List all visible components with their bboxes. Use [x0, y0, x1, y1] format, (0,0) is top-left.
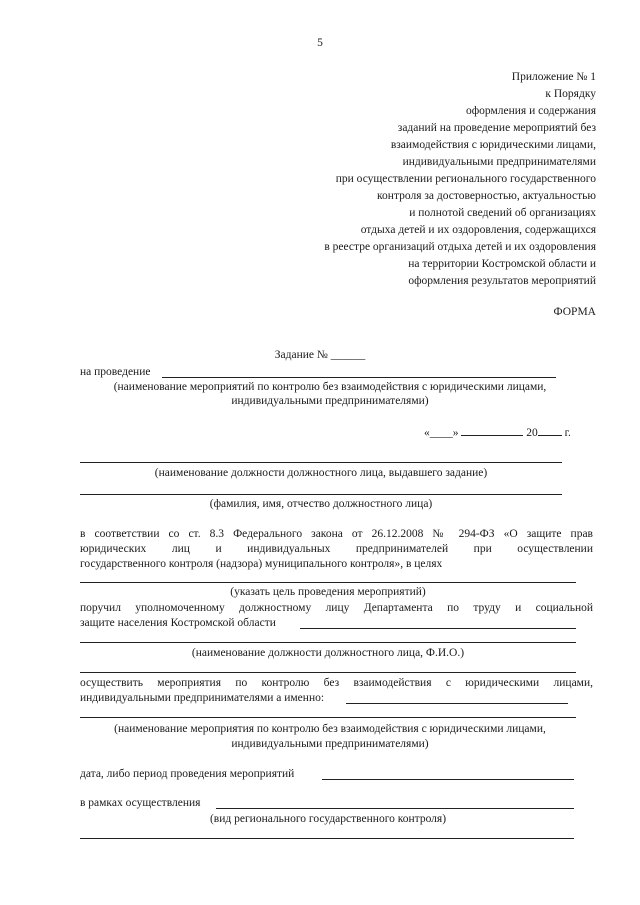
date-day[interactable]: «____» — [424, 427, 459, 439]
conduct-field[interactable] — [346, 703, 568, 704]
goal-field[interactable] — [80, 582, 576, 583]
date-year-prefix: 20 — [526, 427, 538, 439]
appendix-line-4: заданий на проведение мероприятий без — [397, 122, 596, 134]
appendix-line-9: и полнотой сведений об организациях — [409, 207, 596, 219]
on-conduct-field[interactable] — [162, 377, 556, 378]
appendix-line-5: взаимодействия с юридическими лицами, — [390, 139, 596, 151]
appendix-line-2: к Порядку — [545, 88, 596, 100]
assigned-field-2[interactable] — [80, 642, 576, 643]
date-suffix: г. — [564, 427, 571, 439]
date-row — [424, 425, 571, 440]
appendix-line-8: контроля за достоверностью, актуальностью — [377, 190, 596, 202]
appendix-line-12: на территории Костромской области и — [408, 258, 596, 270]
fio-field[interactable] — [80, 494, 562, 495]
appendix-line-3: оформления и содержания — [465, 105, 596, 117]
task-title: Задание № ______ — [274, 349, 366, 361]
caption-event-2: индивидуальными предпринимателями) — [231, 738, 429, 750]
appendix-line-13: оформления результатов мероприятий — [408, 275, 596, 287]
within-field[interactable] — [216, 808, 574, 809]
law-line-2: юридических лиц и индивидуальных предпринимателей при осуществлении — [80, 543, 593, 555]
form-label: ФОРМА — [553, 306, 596, 318]
law-line-3: государственного контроля (надзора) муниципального контроля», в целях — [80, 558, 443, 570]
conduct-line-2: индивидуальными предпринимателями а именно: — [80, 692, 325, 704]
caption-control-type: (вид регионального государственного контроля) — [209, 813, 447, 825]
assigned-line-1: поручил уполномоченному должностному лицу Департамента по труду и социальной — [80, 602, 593, 614]
page-number: 5 — [317, 37, 323, 49]
appendix-line-11: в реестре организаций отдыха детей и их оздоровления — [324, 241, 596, 253]
position-field[interactable] — [80, 462, 562, 463]
date-year-field[interactable] — [538, 425, 562, 436]
within-label: в рамках осуществления — [80, 797, 201, 809]
date-month-field[interactable] — [461, 425, 523, 436]
event-field[interactable] — [80, 717, 576, 718]
date-period-label: дата, либо период проведения мероприятий — [80, 768, 295, 780]
caption-position-fio: (наименование должности должностного лица, Ф.И.О.) — [191, 647, 465, 659]
official-field[interactable] — [80, 672, 576, 673]
caption-events-2: индивидуальными предпринимателями) — [231, 395, 429, 407]
caption-events-1: (наименование мероприятий по контролю без взаимодействия с юридическими лицами, — [113, 381, 547, 393]
appendix-line-6: индивидуальными предпринимателями — [402, 156, 596, 168]
on-conduct-label: на проведение — [80, 366, 151, 378]
caption-fio: (фамилия, имя, отчество должностного лица) — [209, 498, 433, 510]
appendix-line-10: отдыха детей и их оздоровления, содержащихся — [360, 224, 596, 236]
assigned-field[interactable] — [300, 628, 576, 629]
law-line-1: в соответствии со ст. 8.3 Федерального закона от 26.12.2008 № 294-ФЗ «О защите прав — [80, 528, 593, 540]
caption-goal: (указать цель проведения мероприятий) — [230, 586, 426, 598]
assigned-line-2: защите населения Костромской области — [80, 617, 276, 629]
caption-event-1: (наименование мероприятия по контролю без взаимодействия с юридическими лицами, — [114, 723, 546, 735]
caption-position: (наименование должности должностного лица, выдавшего задание) — [154, 467, 488, 479]
appendix-line-1: Приложение № 1 — [511, 71, 596, 83]
control-type-field[interactable] — [80, 838, 574, 839]
conduct-line-1: осуществить мероприятия по контролю без взаимодействия с юридическими лицами, — [80, 677, 593, 689]
appendix-line-7: при осуществлении регионального государственного — [335, 173, 596, 185]
date-period-field[interactable] — [322, 779, 574, 780]
